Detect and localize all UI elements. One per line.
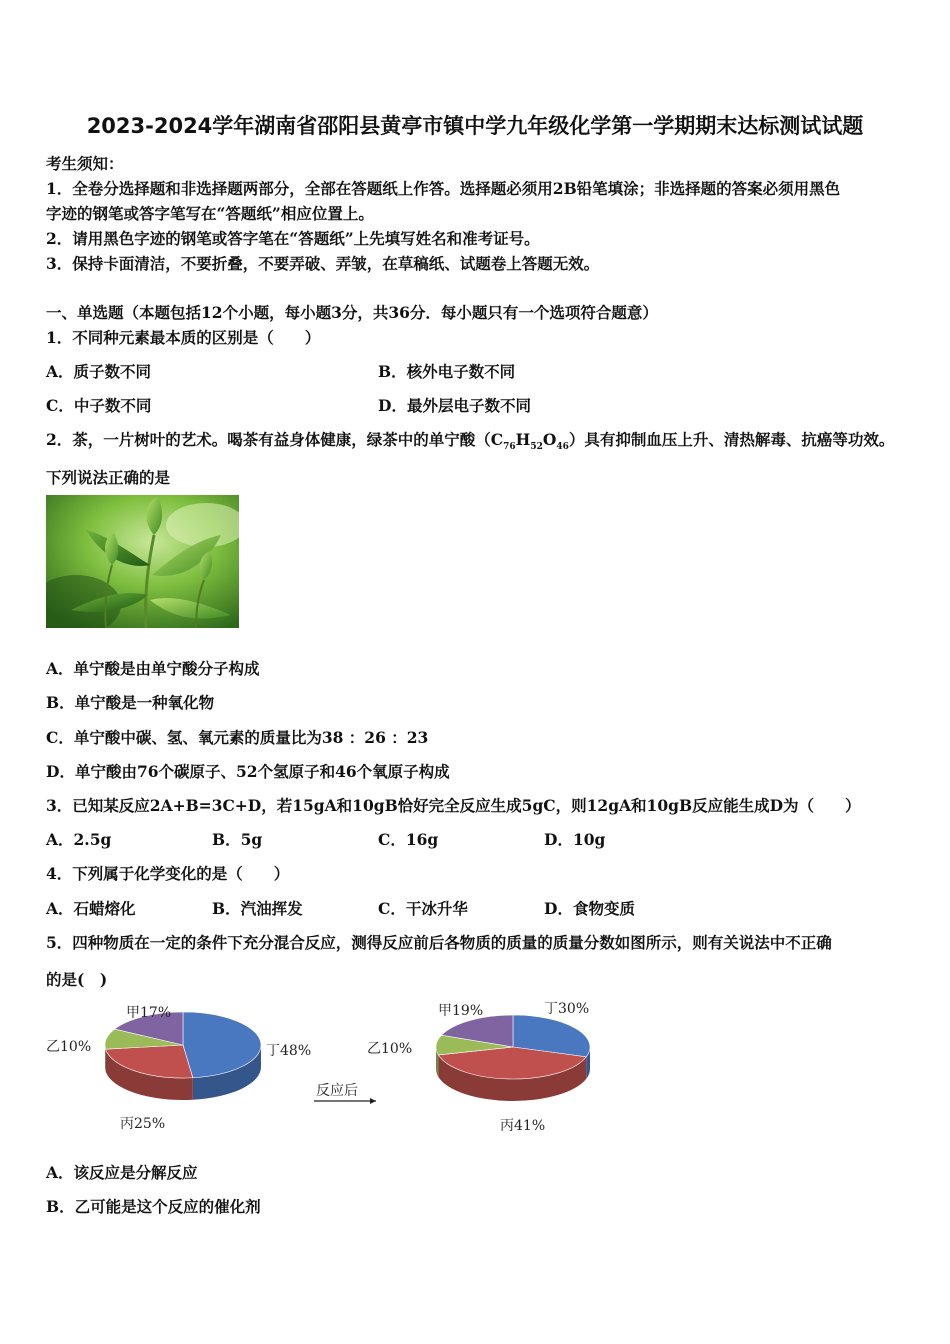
pie-chart-before (46, 1005, 311, 1132)
q3-option-a: A．2.5g (46, 830, 112, 849)
q4-option-d: D．食物变质 (544, 899, 635, 918)
q2-sub-h: 52 (530, 442, 543, 453)
tea-leaves-illustration (46, 495, 239, 628)
pie-label-丁: 丁48% (266, 1043, 312, 1059)
q2-h: H (515, 430, 531, 449)
pie-label-丙: 丙25% (120, 1116, 166, 1132)
q1-option-a: A．质子数不同 (46, 362, 152, 381)
tea-leaves-image (46, 495, 239, 628)
pie-label-丁: 丁30% (544, 1001, 590, 1017)
section-heading: 一、单选题（本题包括12个小题，每小题3分，共36分．每小题只有一个选项符合题意） (46, 303, 658, 322)
q5-stem-1: 5．四种物质在一定的条件下充分混合反应，测得反应前后各物质的质量的质量分数如图所示，则有关说法中不正确 (46, 933, 832, 952)
pie-charts-figure (40, 995, 640, 1140)
notice-heading: 考生须知： (46, 154, 124, 173)
notice-item-1a: 1．全卷分选择题和非选择题两部分，全部在答题纸上作答。选择题必须用2B铅笔填涂；非选择题的答案必须用黑色 (46, 179, 841, 198)
pie-label-丙: 丙41% (500, 1118, 546, 1134)
q2-stem-pre: 2．茶，一片树叶的艺术。喝茶有益身体健康，绿茶中的单宁酸（C (46, 430, 504, 449)
q1-option-c: C．中子数不同 (46, 396, 152, 415)
q2-stem-2: 下列说法正确的是 (46, 468, 171, 487)
q2-option-d: D．单宁酸由76个碳原子、52个氢原子和46个氧原子构成 (46, 762, 450, 781)
q2-stem (46, 428, 894, 452)
q3-option-c: C．16g (378, 830, 439, 849)
notice-item-1b: 字迹的钢笔或答字笔写在“答题纸”相应位置上。 (46, 204, 374, 223)
q5-option-b: B．乙可能是这个反应的催化剂 (46, 1197, 261, 1216)
q2-option-a: A．单宁酸是由单宁酸分子构成 (46, 659, 260, 678)
q5-stem-2: 的是( ) (46, 970, 108, 989)
reaction-arrow-head (370, 1098, 376, 1104)
notice-item-2: 2．请用黑色字迹的钢笔或答字笔在“答题纸”上先填写姓名和准考证号。 (46, 229, 540, 248)
page-title: 2023-2024学年湖南省邵阳县黄亭市镇中学九年级化学第一学期期末达标测试试题 (86, 114, 864, 138)
q4-stem: 4．下列属于化学变化的是（ ） (46, 864, 290, 883)
q4-option-b: B．汽油挥发 (212, 899, 303, 918)
reaction-arrow-label: 反应后 (316, 1083, 358, 1099)
q2-option-b: B．单宁酸是一种氧化物 (46, 693, 215, 712)
pie-label-乙: 乙10% (367, 1041, 413, 1057)
q2-sub-c: 76 (503, 442, 516, 453)
pie-label-甲: 甲19% (438, 1003, 484, 1019)
notice-item-3: 3．保持卡面清洁，不要折叠，不要弄破、弄皱，在草稿纸、试题卷上答题无效。 (46, 254, 600, 273)
q3-option-b: B．5g (212, 830, 263, 849)
q4-option-c: C．干冰升华 (378, 899, 468, 918)
q5-option-a: A．该反应是分解反应 (46, 1163, 198, 1182)
q1-option-d: D．最外层电子数不同 (378, 396, 531, 415)
q1-stem: 1．不同种元素最本质的区别是（ ） (46, 328, 321, 347)
q2-sub-o: 46 (556, 442, 569, 453)
q2-option-c: C．单宁酸中碳、氢、氧元素的质量比为38 ：26 ：23 (46, 728, 429, 747)
q2-stem-post: ）具有抑制血压上升、清热解毒、抗癌等功效。 (568, 430, 895, 449)
q3-stem: 3．已知某反应2A+B=3C+D，若15gA和10gB恰好完全反应生成5gC，则12gA和10gB反应能生成D为（ ） (46, 796, 861, 815)
q1-option-b: B．核外电子数不同 (378, 362, 516, 381)
pie-chart-after (367, 1001, 590, 1134)
pie-label-甲: 甲17% (126, 1005, 172, 1021)
q2-o: O (542, 430, 557, 449)
pie-label-乙: 乙10% (46, 1039, 92, 1055)
q3-option-d: D．10g (544, 830, 606, 849)
q4-option-a: A．石蜡熔化 (46, 899, 136, 918)
